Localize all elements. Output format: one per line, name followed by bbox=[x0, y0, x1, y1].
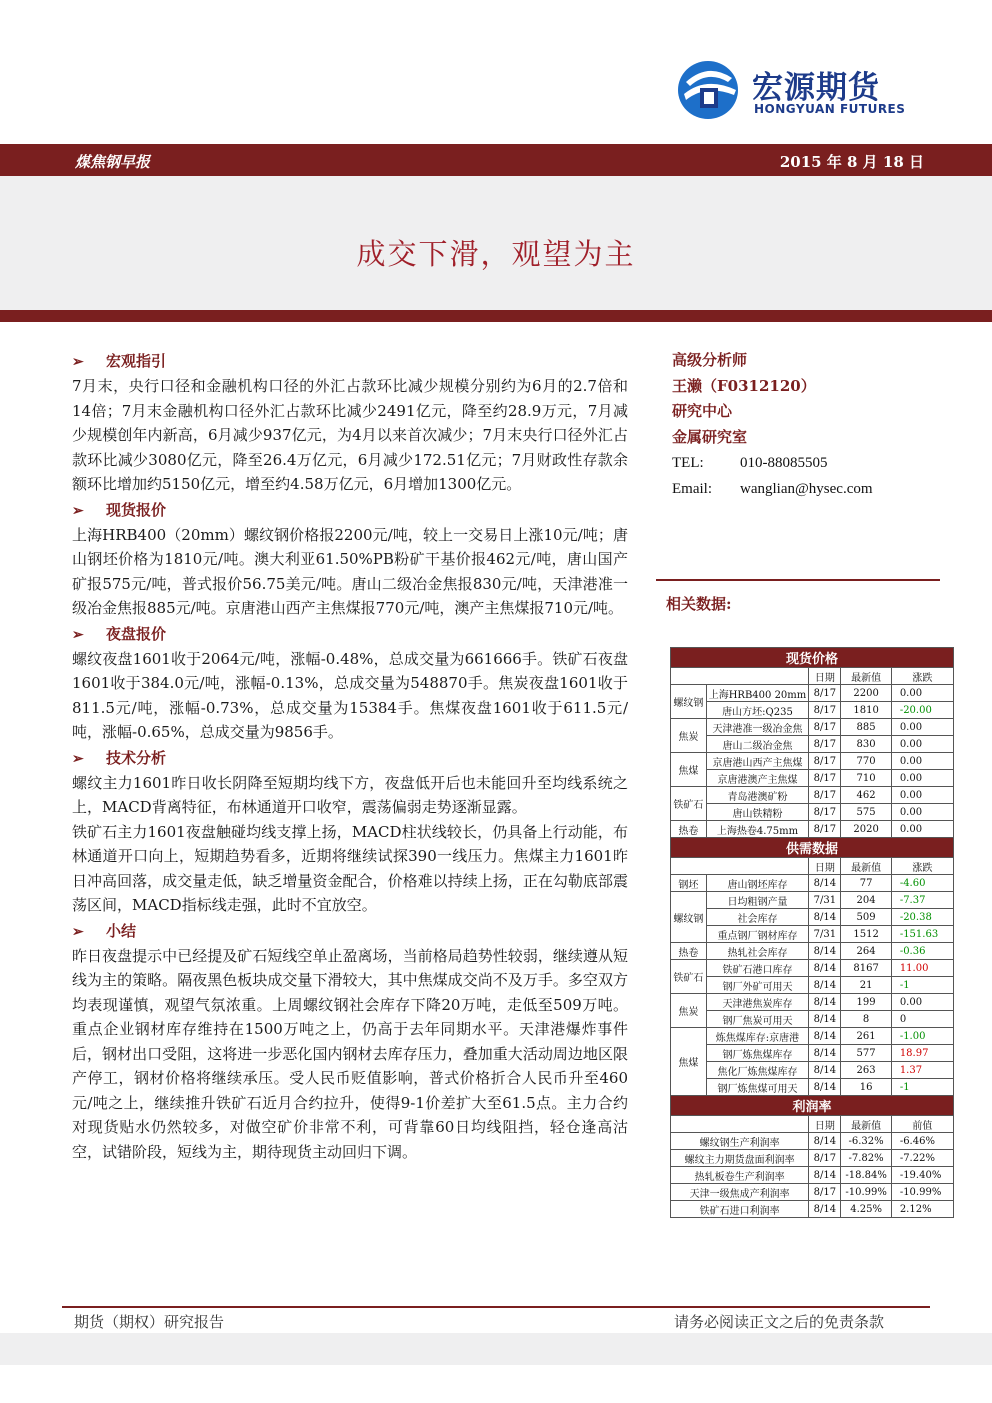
analyst-divider bbox=[656, 579, 940, 581]
title-divider bbox=[0, 310, 992, 322]
date-cell: 8/17 bbox=[809, 1150, 841, 1167]
date-cell: 8/14 bbox=[809, 1045, 841, 1062]
table-row bbox=[671, 994, 954, 1011]
date-cell: 8/17 bbox=[809, 787, 841, 804]
change-cell: -1 bbox=[891, 1079, 953, 1096]
table-row bbox=[671, 1062, 954, 1079]
change-cell: 18.97 bbox=[891, 1045, 953, 1062]
table-row bbox=[671, 719, 954, 736]
analyst-panel bbox=[672, 348, 932, 502]
title-band bbox=[0, 176, 992, 310]
category-cell: 钢坯 bbox=[671, 875, 707, 892]
value-cell: 77 bbox=[841, 875, 891, 892]
item-name-cell: 炼焦煤库存:京唐港 bbox=[706, 1028, 809, 1045]
category-cell: 铁矿石 bbox=[671, 787, 707, 821]
section-heading bbox=[72, 621, 628, 647]
table-row bbox=[671, 1045, 954, 1062]
item-name-cell: 螺纹主力期货盘面利润率 bbox=[671, 1150, 809, 1167]
section-heading bbox=[72, 918, 628, 944]
change-cell: -0.36 bbox=[891, 943, 953, 960]
item-name-cell: 天津港焦炭库存 bbox=[706, 994, 809, 1011]
footer-divider bbox=[62, 1306, 930, 1308]
table-row bbox=[671, 892, 954, 909]
column-header: 涨跌 bbox=[891, 858, 953, 875]
item-name-cell: 京唐港山西产主焦煤 bbox=[706, 753, 809, 770]
section-heading bbox=[72, 745, 628, 771]
change-cell: 0.00 bbox=[891, 685, 953, 702]
table-row bbox=[671, 875, 954, 892]
table-row bbox=[671, 1079, 954, 1096]
value-cell: 577 bbox=[841, 1045, 891, 1062]
date-cell: 8/17 bbox=[809, 736, 841, 753]
column-header: 最新值 bbox=[841, 1116, 891, 1133]
date-cell: 8/14 bbox=[809, 875, 841, 892]
value-cell: 21 bbox=[841, 977, 891, 994]
logo-mark-icon bbox=[676, 58, 744, 122]
item-name-cell: 重点钢厂钢材库存 bbox=[706, 926, 809, 943]
item-name-cell: 上海HRB400 20mm bbox=[706, 685, 809, 702]
category-cell: 焦煤 bbox=[671, 753, 707, 787]
column-header: 最新值 bbox=[841, 668, 891, 685]
analyst-role: 高级分析师 bbox=[672, 351, 748, 369]
change-cell: -4.60 bbox=[891, 875, 953, 892]
change-cell: 0.00 bbox=[891, 821, 953, 838]
value-cell: 830 bbox=[841, 736, 891, 753]
section-title: 夜盘报价 bbox=[106, 624, 167, 643]
value-cell: -10.99% bbox=[841, 1184, 891, 1201]
value-cell: 575 bbox=[841, 804, 891, 821]
value-cell: 16 bbox=[841, 1079, 891, 1096]
value-cell: -6.32% bbox=[841, 1133, 891, 1150]
change-cell: 0.00 bbox=[891, 753, 953, 770]
section-paragraph: 昨日夜盘提示中已经提及矿石短线空单止盈离场，当前格局趋势性较弱，继续遵从短线为主的策略。隔夜黑色板块成交量下滑较大，其中焦煤成交尚不及万手。多空双方均表现谨慎，观望气氛浓重。上周螺纹钢社会库存下降20万吨，走低至509万吨。重点企业钢材库存维持在1500万吨之上，仍高于去年同期水平。天津港爆炸事件后，钢材出口受阻，这将进一步恶化国内钢材去库存压力，叠加重大活动周边地区限产停工，钢材价格将继续承压。受人民币贬值影响，普式价格折合人民币升至460元/吨之上，继续推升铁矿石近月合约拉升，使得9-1价差扩大至61.5点。主力合约对现货贴水仍然较多，对做空矿价非常不利，可背靠60日均线阻挡，轻仓逢高沽空，试错阶段，短线为主，期待现货主动回归下调。 bbox=[72, 946, 628, 1161]
value-cell: -7.82% bbox=[841, 1150, 891, 1167]
change-cell: 11.00 bbox=[891, 960, 953, 977]
previous-value-cell: 2.12% bbox=[891, 1201, 953, 1218]
value-cell: 204 bbox=[841, 892, 891, 909]
category-cell: 焦炭 bbox=[671, 719, 707, 753]
item-name-cell: 钢厂炼焦煤可用天 bbox=[706, 1079, 809, 1096]
research-dept: 金属研究室 bbox=[672, 427, 748, 446]
section-title: 小结 bbox=[106, 921, 137, 940]
date-cell: 8/17 bbox=[809, 753, 841, 770]
value-cell: 4.25% bbox=[841, 1201, 891, 1218]
date-cell: 8/17 bbox=[809, 719, 841, 736]
section-heading bbox=[72, 497, 628, 523]
change-cell: -20.00 bbox=[891, 702, 953, 719]
empty-header-cell bbox=[671, 858, 809, 875]
item-name-cell: 铁矿石港口库存 bbox=[706, 960, 809, 977]
table-row bbox=[671, 1028, 954, 1045]
arrow-bullet-icon: ➢ bbox=[72, 626, 84, 643]
previous-value-cell: -6.46% bbox=[891, 1133, 953, 1150]
section-paragraph: 7月末，央行口径和金融机构口径的外汇占款环比减少规模分别约为6月的2.7倍和14倍；7月末金融机构口径外汇占款环比减少2491亿元，降至约28.9万元，7月减少规模创年内新高，6月减少937亿元，为4月以来首次减少；7月末央行口径外汇占款环比减少3080亿元，降至26.4万亿元，6月减少172.51亿元；7月财政性存款余额环比增加约5150亿元，增至约4.58万亿元，6月增加1300亿元。 bbox=[72, 377, 628, 493]
tel-line bbox=[672, 450, 932, 476]
date-cell: 8/14 bbox=[809, 1201, 841, 1218]
change-cell: 0.00 bbox=[891, 736, 953, 753]
previous-value-cell: -7.22% bbox=[891, 1150, 953, 1167]
table-row bbox=[671, 1150, 954, 1167]
section-heading bbox=[72, 348, 628, 374]
value-cell: 8 bbox=[841, 1011, 891, 1028]
table-row bbox=[671, 926, 954, 943]
value-cell: 1810 bbox=[841, 702, 891, 719]
table-section-title: 现货价格 bbox=[671, 648, 954, 668]
category-cell: 螺纹钢 bbox=[671, 892, 707, 943]
change-cell: 1.37 bbox=[891, 1062, 953, 1079]
table-row bbox=[671, 1167, 954, 1184]
date-cell: 8/17 bbox=[809, 770, 841, 787]
date-cell: 7/31 bbox=[809, 926, 841, 943]
change-cell: 0.00 bbox=[891, 994, 953, 1011]
value-cell: 264 bbox=[841, 943, 891, 960]
item-name-cell: 热轧板卷生产利润率 bbox=[671, 1167, 809, 1184]
table-section-header bbox=[671, 1096, 954, 1116]
date-cell: 8/17 bbox=[809, 685, 841, 702]
change-cell: -1 bbox=[891, 977, 953, 994]
date-cell: 8/14 bbox=[809, 1062, 841, 1079]
item-name-cell: 铁矿石进口利润率 bbox=[671, 1201, 809, 1218]
table-section-header bbox=[671, 648, 954, 668]
category-cell: 铁矿石 bbox=[671, 960, 707, 994]
report-name: 煤焦钢早报 bbox=[75, 153, 151, 171]
date-cell: 8/14 bbox=[809, 1028, 841, 1045]
arrow-bullet-icon: ➢ bbox=[72, 750, 84, 767]
data-table bbox=[670, 647, 954, 1218]
date-cell: 8/14 bbox=[809, 977, 841, 994]
date-cell: 8/17 bbox=[809, 1184, 841, 1201]
date-cell: 8/14 bbox=[809, 1167, 841, 1184]
empty-header-cell bbox=[671, 668, 809, 685]
section-title: 现货报价 bbox=[106, 500, 167, 519]
value-cell: 199 bbox=[841, 994, 891, 1011]
header-bar bbox=[0, 144, 992, 176]
research-center: 研究中心 bbox=[672, 402, 733, 420]
section-paragraph: 螺纹夜盘1601收于2064元/吨，涨幅-0.48%，总成交量为661666手。铁矿石夜盘1601收于384.0元/吨，涨幅-0.13%，总成交量为548870手。焦炭夜盘1601收于811.5元/吨，涨幅-0.73%，总成交量为15384手。焦煤夜盘1601收于611.5元/吨，涨幅-0.65%，总成交量为9856手。 bbox=[72, 649, 628, 741]
table-column-header bbox=[671, 858, 954, 875]
empty-header-cell bbox=[671, 1116, 809, 1133]
table-row bbox=[671, 1011, 954, 1028]
date-cell: 8/17 bbox=[809, 804, 841, 821]
column-header: 涨跌 bbox=[891, 668, 953, 685]
change-cell: 0.00 bbox=[891, 804, 953, 821]
section-title: 宏观指引 bbox=[106, 352, 167, 370]
arrow-bullet-icon: ➢ bbox=[72, 354, 84, 370]
table-section-title: 供需数据 bbox=[671, 838, 954, 858]
category-cell: 热卷 bbox=[671, 821, 707, 838]
date-cell: 8/14 bbox=[809, 943, 841, 960]
change-cell: -7.37 bbox=[891, 892, 953, 909]
main-content bbox=[72, 348, 628, 1164]
section-title: 技术分析 bbox=[106, 748, 167, 767]
table-section-header bbox=[671, 838, 954, 858]
arrow-bullet-icon: ➢ bbox=[72, 923, 84, 940]
value-cell: 462 bbox=[841, 787, 891, 804]
table-row bbox=[671, 1133, 954, 1150]
date-cell: 8/17 bbox=[809, 821, 841, 838]
table-row bbox=[671, 736, 954, 753]
section-paragraph: 螺纹主力1601昨日收长阴降至短期均线下方，夜盘低开后也未能回升至均线系统之上，MACD背离特征，布林通道开口收窄，震荡偏弱走势逐渐显露。 bbox=[72, 773, 628, 816]
bottom-band bbox=[0, 1333, 992, 1365]
logo bbox=[676, 58, 936, 122]
value-cell: 1512 bbox=[841, 926, 891, 943]
date-cell: 8/14 bbox=[809, 1011, 841, 1028]
column-header: 日期 bbox=[809, 858, 841, 875]
table-column-header bbox=[671, 1116, 954, 1133]
value-cell: 8167 bbox=[841, 960, 891, 977]
category-cell: 螺纹钢 bbox=[671, 685, 707, 719]
tel-value: 010-88085505 bbox=[740, 455, 828, 471]
item-name-cell: 唐山二级冶金焦 bbox=[706, 736, 809, 753]
value-cell: 2020 bbox=[841, 821, 891, 838]
date-cell: 7/31 bbox=[809, 892, 841, 909]
table-row bbox=[671, 821, 954, 838]
previous-value-cell: -19.40% bbox=[891, 1167, 953, 1184]
table-row bbox=[671, 804, 954, 821]
value-cell: 261 bbox=[841, 1028, 891, 1045]
column-header: 日期 bbox=[809, 668, 841, 685]
change-cell: -1.00 bbox=[891, 1028, 953, 1045]
table-section-title: 利润率 bbox=[671, 1096, 954, 1116]
date-cell: 8/17 bbox=[809, 702, 841, 719]
footer-left: 期货（期权）研究报告 bbox=[74, 1313, 225, 1331]
date-cell: 8/14 bbox=[809, 1133, 841, 1150]
item-name-cell: 焦化厂炼焦煤库存 bbox=[706, 1062, 809, 1079]
column-header: 前值 bbox=[891, 1116, 953, 1133]
change-cell: 0.00 bbox=[891, 770, 953, 787]
item-name-cell: 唐山铁精粉 bbox=[706, 804, 809, 821]
item-name-cell: 螺纹钢生产利润率 bbox=[671, 1133, 809, 1150]
column-header: 最新值 bbox=[841, 858, 891, 875]
change-cell: 0.00 bbox=[891, 787, 953, 804]
email-label: Email: bbox=[672, 481, 712, 497]
value-cell: 885 bbox=[841, 719, 891, 736]
date-cell: 8/14 bbox=[809, 960, 841, 977]
item-name-cell: 热轧社会库存 bbox=[706, 943, 809, 960]
table-row bbox=[671, 909, 954, 926]
change-cell: -151.63 bbox=[891, 926, 953, 943]
report-date: 2015 年 8 月 18 日 bbox=[779, 153, 924, 171]
item-name-cell: 京唐港澳产主焦煤 bbox=[706, 770, 809, 787]
analyst-name: 王濑（F0312120） bbox=[672, 376, 816, 395]
value-cell: 2200 bbox=[841, 685, 891, 702]
table-column-header bbox=[671, 668, 954, 685]
item-name-cell: 天津一级焦成产利润率 bbox=[671, 1184, 809, 1201]
table-row bbox=[671, 960, 954, 977]
item-name-cell: 钢厂外矿可用天 bbox=[706, 977, 809, 994]
table-row bbox=[671, 702, 954, 719]
section-paragraph: 上海HRB400（20mm）螺纹钢价格报2200元/吨，较上一交易日上涨10元/吨；唐山钢坯价格为1810元/吨。澳大利亚61.50%PB粉矿干基价报462元/吨，唐山国产矿报575元/吨，普式报价56.75美元/吨。唐山二级冶金焦报830元/吨，天津港准一级冶金焦报885元/吨。京唐港山西产主焦煤报770元/吨，澳产主焦煤报710元/吨。 bbox=[72, 525, 628, 617]
item-name-cell: 社会库存 bbox=[706, 909, 809, 926]
item-name-cell: 唐山钢坯库存 bbox=[706, 875, 809, 892]
table-row bbox=[671, 787, 954, 804]
table-row bbox=[671, 753, 954, 770]
logo-en: HONGYUAN FUTURES bbox=[754, 102, 906, 116]
table-row bbox=[671, 977, 954, 994]
table-row bbox=[671, 685, 954, 702]
related-data-label: 相关数据: bbox=[666, 595, 732, 613]
column-header: 日期 bbox=[809, 1116, 841, 1133]
table-row bbox=[671, 1184, 954, 1201]
previous-value-cell: -10.99% bbox=[891, 1184, 953, 1201]
email-link[interactable]: wanglian@hysec.com bbox=[740, 481, 873, 497]
table-row bbox=[671, 770, 954, 787]
change-cell: 0.00 bbox=[891, 719, 953, 736]
value-cell: 263 bbox=[841, 1062, 891, 1079]
item-name-cell: 日均粗钢产量 bbox=[706, 892, 809, 909]
date-cell: 8/14 bbox=[809, 1079, 841, 1096]
value-cell: 710 bbox=[841, 770, 891, 787]
table-row bbox=[671, 1201, 954, 1218]
item-name-cell: 青岛港澳矿粉 bbox=[706, 787, 809, 804]
section-paragraph: 铁矿石主力1601夜盘触碰均线支撑上扬，MACD柱状线较长，仍具备上行动能，布林通道开口向上，短期趋势看多，近期将继续试探390一线压力。焦煤主力1601昨日冲高回落，成交量走低，缺乏增量资金配合，价格难以持续上扬，正在勾勒底部震荡区间，MACD指标线走强，此时不宜放空。 bbox=[72, 822, 628, 914]
logo-cn: 宏源期货 bbox=[752, 70, 880, 106]
category-cell: 焦煤 bbox=[671, 1028, 707, 1096]
item-name-cell: 上海热卷4.75mm bbox=[706, 821, 809, 838]
item-name-cell: 钢厂焦炭可用天 bbox=[706, 1011, 809, 1028]
email-line bbox=[672, 476, 932, 502]
change-cell: -20.38 bbox=[891, 909, 953, 926]
item-name-cell: 天津港准一级冶金焦 bbox=[706, 719, 809, 736]
date-cell: 8/14 bbox=[809, 994, 841, 1011]
arrow-bullet-icon: ➢ bbox=[72, 502, 84, 519]
category-cell: 热卷 bbox=[671, 943, 707, 960]
value-cell: 770 bbox=[841, 753, 891, 770]
tel-label: TEL: bbox=[672, 455, 704, 471]
change-cell: 0 bbox=[891, 1011, 953, 1028]
date-cell: 8/14 bbox=[809, 909, 841, 926]
table-row bbox=[671, 943, 954, 960]
value-cell: 509 bbox=[841, 909, 891, 926]
item-name-cell: 唐山方坯:Q235 bbox=[706, 702, 809, 719]
category-cell: 焦炭 bbox=[671, 994, 707, 1028]
value-cell: -18.84% bbox=[841, 1167, 891, 1184]
item-name-cell: 钢厂炼焦煤库存 bbox=[706, 1045, 809, 1062]
footer-disclaimer: 请务必阅读正文之后的免责条款 bbox=[673, 1313, 884, 1331]
report-title: 成交下滑，观望为主 bbox=[356, 237, 636, 271]
